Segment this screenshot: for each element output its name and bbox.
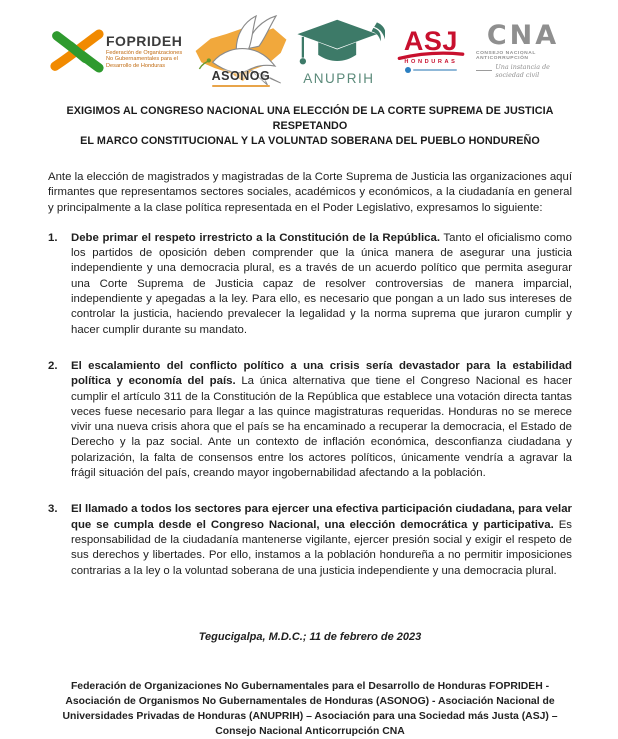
page-title-line1: EXIGIMOS AL CONGRESO NACIONAL UNA ELECCIÓN DE LA CORTE SUPREMA DE JUSTICIA RESPETANDO [66, 105, 554, 132]
logo-asj [386, 26, 476, 73]
logo-foprideh [50, 25, 190, 77]
item-body: Tanto el oficialismo como los partidos de oposición deben comprender que la única manera de asegurar una justicia independiente y una democracia plural, es a través de un acuerdo político que permita asegurar una Corte Suprema de Justicia capaz de resolver controversias de manera imparcial, independiente y apegadas a la ley. Para ello, es necesario que pongan a un lado sus intereses de controlar la justicia, haciendo prevalecer la legalidad y la norma suprema que juraron cumplir y hacer cumplir durante su mandato. [71, 231, 572, 336]
item-number: 3. [48, 503, 58, 516]
list-item-2 [48, 359, 572, 481]
cna-tagline: Una instancia de sociedad civil [495, 62, 550, 79]
logo-asonog [190, 15, 292, 87]
cna-divider-line [476, 70, 492, 71]
list-item-3 [48, 502, 572, 578]
item-text [71, 502, 572, 578]
graduation-cap-icon [293, 17, 385, 73]
logo-row [50, 12, 570, 90]
asj-wordmark: ASJ [403, 26, 458, 56]
item-number: 2. [48, 359, 58, 372]
list-item-1 [48, 231, 572, 338]
item-text [71, 359, 572, 481]
cna-wordmark: CNA [486, 20, 560, 52]
demands-list [48, 231, 572, 579]
asj-blue-bar [413, 69, 457, 72]
item-body: La única alternativa que tiene el Congreso Nacional es hacer cumplir el artículo 311 de la Constitución de la República que establece una votación directa tantas veces fuese necesario para llegar a las quince magistraturas requeridas. Honduras no se merece vivir una nueva crisis ahora que el país se ha encaminado a recuperar la democracia, el Estado de Derecho y la paz social. Ante un contexto de inflación económica, desconfianza ciudadana y polarización, la falta de consensos entre los actores políticos, únicamente vendría a agravar la frágil situación del país, creando mayor ingobernabilidad afectando a la población. [71, 375, 572, 480]
cna-subtitle: CONSEJO NACIONAL ANTICORRUPCIÓN [475, 50, 536, 61]
logo-anuprih [292, 17, 386, 86]
logo-cna [475, 20, 570, 79]
item-body: Es responsabilidad de la ciudadanía mantenerse vigilante, ejercer presión social y exigir el respeto de sus derechos y libertades. Por ello, instamos a la población hondureña a no permitir imposiciones contrarias a la ley o la voluntad soberana de una justicia independiente y una democracia plural. [71, 518, 572, 577]
asonog-wordmark: ASONOG [211, 69, 271, 83]
foprideh-x-icon [50, 25, 104, 77]
footer-credits: Federación de Organizaciones No Gubernamentales para el Desarrollo de Honduras FOPRIDEH - Asociación de Organismos No Gubernamentales de Honduras (ASONOG) - Asociación Nacional de Universidades Privadas de Honduras (ANUPRIH) – Asociación para una Sociedad más Justa (ASJ) – Consejo Nacional Anticorrupción CNA [62, 680, 558, 737]
cna-tagline-row [476, 63, 570, 79]
foprideh-wordmark: FOPRIDEH [106, 32, 183, 49]
foprideh-subtitle: Federación de Organizaciones No Gubernamentales para el Desarrollo de Honduras [106, 49, 183, 69]
asj-honduras-label: HONDURAS [404, 59, 458, 65]
asj-tagline-mark [405, 67, 457, 73]
asonog-tagline-bar [212, 85, 270, 88]
dateline: Tegucigalpa, M.D.C.; 11 de febrero de 2023 [198, 630, 422, 643]
item-number: 1. [48, 231, 58, 244]
page-title [48, 104, 572, 149]
anuprih-wordmark: ANUPRIH [303, 70, 375, 86]
foprideh-text-block [106, 33, 190, 70]
intro-paragraph: Ante la elección de magistrados y magistradas de la Corte Suprema de Justicia las organizaciones aquí firmantes que representamos sectores sociales, académicos y económicos, a la ciudadanía en general y principalmente a la clase política representada en el Poder Legislativo, expresamos lo siguiente: [48, 171, 572, 214]
item-lead: El llamado a todos los sectores para ejercer una efectiva participación ciudadana, para velar que se cumpla desde el Congreso Nacional, una elección democrática y participativa. [71, 503, 572, 531]
item-lead: El escalamiento del conflicto político a una crisis sería devastador para la estabilidad política y economía del país. [71, 359, 572, 388]
asj-blue-dot-icon [405, 67, 411, 73]
item-text [71, 231, 572, 338]
page-title-line2: EL MARCO CONSTITUCIONAL Y LA VOLUNTAD SOBERANA DEL PUEBLO HONDUREÑO [80, 135, 540, 147]
item-lead: Debe primar el respeto irrestricto a la Constitución de la República. [71, 231, 441, 244]
